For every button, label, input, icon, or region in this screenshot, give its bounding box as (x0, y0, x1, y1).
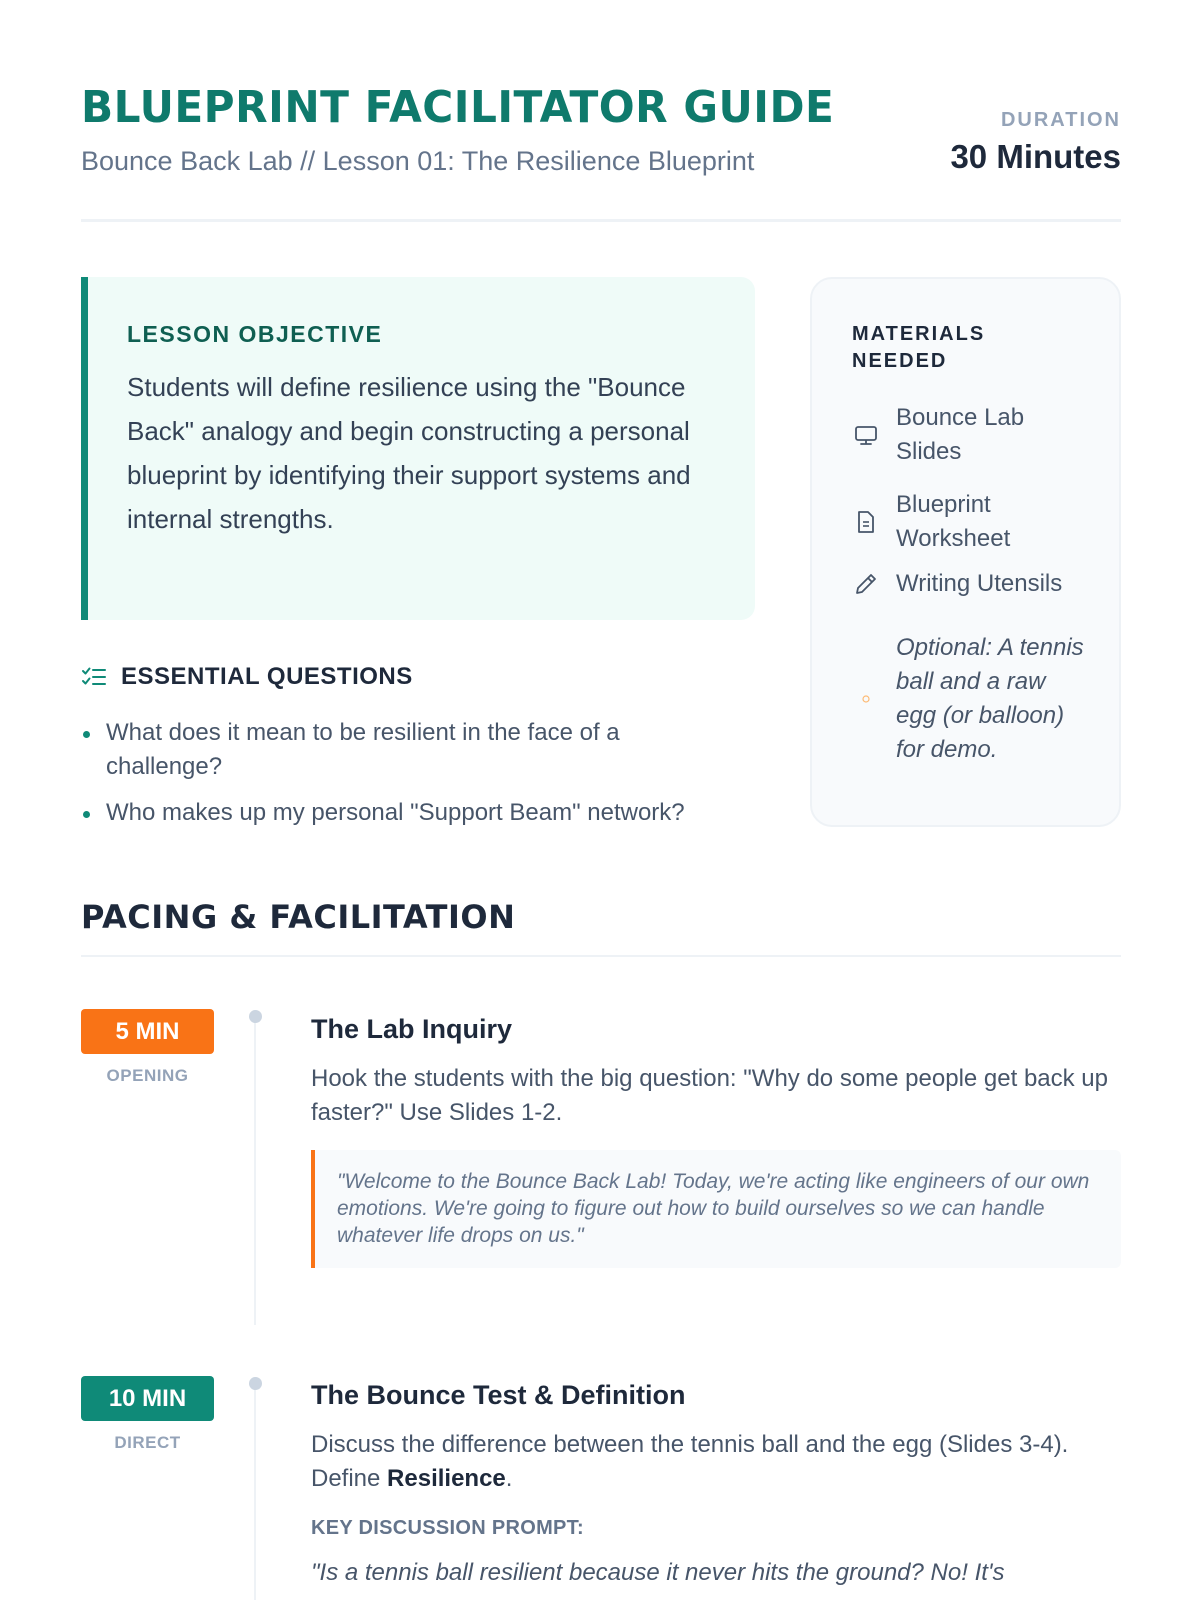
monitor-icon (852, 421, 880, 449)
materials-item-optional (852, 631, 1092, 767)
materials-item-slides (852, 401, 1092, 469)
materials-card (810, 277, 1121, 827)
materials-item-worksheet (852, 488, 1092, 556)
timeline-line (254, 1017, 256, 1325)
list-item: What does it mean to be resilient in the face of a challenge? (81, 716, 741, 784)
lesson-objective-text: Students will define resilience using the "Bounce Back" analogy and begin constructing a personal blueprint by identifying their support systems and internal strengths. (127, 372, 691, 534)
materials-item-label: Writing Utensils (896, 570, 1063, 597)
discussion-prompt-text: "Is a tennis ball resilient because it never hits the ground? No! It's (311, 1559, 1005, 1586)
circle-icon (852, 685, 880, 713)
discussion-prompt-label: KEY DISCUSSION PROMPT: (311, 1517, 584, 1539)
page-subtitle: Bounce Back Lab // Lesson 01: The Resilience Blueprint (81, 146, 755, 176)
duration-label: DURATION (1000, 109, 1121, 131)
step-title: The Lab Inquiry (311, 1014, 513, 1044)
materials-item-label: Blueprint Worksheet (896, 491, 1011, 552)
list-item: Who makes up my personal "Support Beam" network? (81, 796, 741, 830)
facilitator-script-quote: "Welcome to the Bounce Back Lab! Today, we're acting like engineers of our own emotions. We're going to figure out how to build ourselves so we can handle whatever life drops on us." (311, 1150, 1121, 1268)
resilience-term: Resilience (387, 1465, 506, 1492)
essential-questions-header (81, 662, 413, 692)
step-phase-label: OPENING (106, 1066, 189, 1085)
materials-item-utensils (852, 567, 1112, 601)
materials-title: MATERIALS NEEDED (852, 323, 986, 372)
divider (81, 955, 1121, 957)
step-description (311, 1428, 1121, 1496)
materials-item-label: Bounce Lab Slides (896, 404, 1025, 465)
step-title: The Bounce Test & Definition (311, 1380, 686, 1410)
step-description-end: . (505, 1465, 513, 1492)
step-phase-label: DIRECT (114, 1433, 181, 1452)
timeline-dot (249, 1010, 262, 1023)
document-icon (852, 508, 880, 536)
lesson-objective-label: LESSON OBJECTIVE (127, 321, 383, 347)
step-description-text: Discuss the difference between the tennis ball and the egg (Slides 3-4). Define (311, 1431, 1069, 1492)
timeline-dot (249, 1377, 262, 1390)
page-title: BLUEPRINT FACILITATOR GUIDE (81, 82, 835, 133)
lesson-objective-card (81, 277, 755, 620)
essential-questions-list (81, 716, 741, 842)
duration-value: 30 Minutes (950, 138, 1121, 175)
step-time-badge: 10 MIN (81, 1376, 214, 1421)
step-description: Hook the students with the big question: "Why do some people get back up faster?" Use Slides 1-2. (311, 1065, 1109, 1126)
timeline-line (254, 1382, 256, 1600)
checklist-icon (81, 666, 107, 688)
pencil-icon (852, 570, 880, 598)
essential-questions-title: ESSENTIAL QUESTIONS (121, 663, 413, 690)
pacing-title: PACING & FACILITATION (81, 898, 516, 936)
materials-item-label: Optional: A tennis ball and a raw egg (or balloon) for demo. (896, 634, 1084, 763)
guide-header (81, 82, 1121, 222)
step-time-badge: 5 MIN (81, 1009, 214, 1054)
